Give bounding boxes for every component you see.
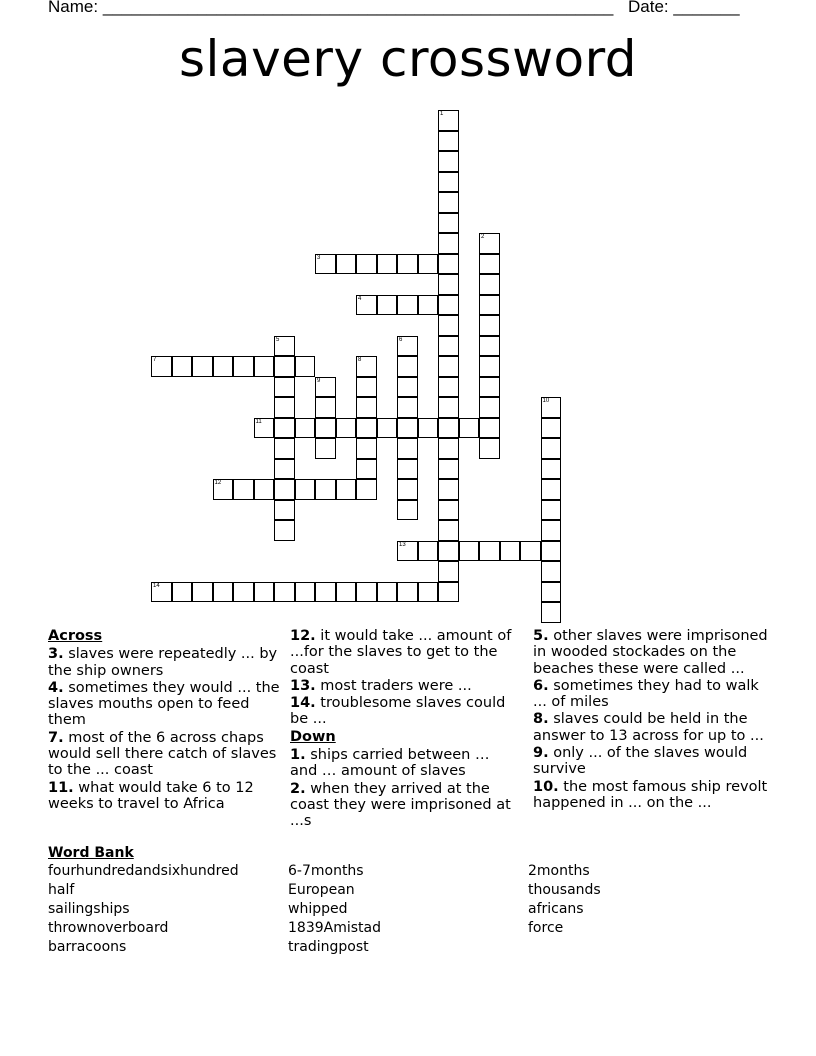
grid-cell[interactable]	[479, 397, 500, 418]
across-heading: Across	[48, 628, 103, 644]
clue-across-13: 13. most traders were ...	[290, 677, 472, 694]
grid-cell[interactable]	[274, 438, 295, 459]
grid-cell[interactable]	[438, 295, 459, 316]
grid-cell[interactable]	[438, 151, 459, 172]
word-bank-heading: Word Bank	[48, 845, 134, 861]
grid-cell[interactable]	[315, 397, 336, 418]
grid-cell[interactable]	[541, 459, 562, 480]
cell-number: 13	[399, 541, 406, 548]
grid-cell[interactable]	[151, 356, 172, 377]
grid-cell[interactable]	[541, 479, 562, 500]
cell-number: 8	[358, 357, 362, 363]
grid-cell[interactable]	[254, 582, 275, 603]
grid-cell[interactable]	[274, 377, 295, 398]
clues-column-3	[533, 628, 768, 812]
grid-cell[interactable]	[438, 172, 459, 193]
grid-cell[interactable]	[315, 479, 336, 500]
cell-number: 11	[255, 418, 262, 425]
grid-cell[interactable]	[479, 541, 500, 562]
clue-down-9: 9. only ... of the slaves would survive	[533, 745, 748, 778]
grid-cell[interactable]	[356, 377, 377, 398]
grid-cell[interactable]	[274, 418, 295, 439]
grid-cell[interactable]	[438, 438, 459, 459]
cell-number: 3	[317, 254, 321, 261]
grid-cell[interactable]	[254, 356, 275, 377]
grid-cell[interactable]	[541, 520, 562, 541]
grid-cell[interactable]	[397, 418, 418, 439]
grid-cell[interactable]	[438, 110, 459, 131]
grid-cell[interactable]	[274, 336, 295, 357]
grid-cell[interactable]	[438, 213, 459, 234]
grid-cell[interactable]	[274, 459, 295, 480]
grid-cell[interactable]	[356, 479, 377, 500]
grid-cell[interactable]	[397, 479, 418, 500]
clue-across-12: 12. it would take ... amount of ...for the slaves to get to the coast	[290, 628, 512, 677]
grid-cell[interactable]	[315, 438, 336, 459]
grid-cell[interactable]	[397, 356, 418, 377]
grid-cell[interactable]	[397, 459, 418, 480]
grid-cell[interactable]	[315, 377, 336, 398]
grid-cell[interactable]	[151, 582, 172, 603]
grid-cell[interactable]	[541, 397, 562, 418]
grid-cell[interactable]	[192, 356, 213, 377]
grid-cell[interactable]	[438, 254, 459, 275]
word-bank-item: European	[288, 882, 355, 898]
clue-across-7: 7. most of the 6 across chaps would sell there catch of slaves to the ... coast	[48, 729, 277, 779]
grid-cell[interactable]	[479, 233, 500, 254]
grid-cell[interactable]	[295, 582, 316, 603]
cell-number: 10	[542, 398, 550, 404]
grid-cell[interactable]	[479, 254, 500, 275]
grid-cell[interactable]	[356, 295, 377, 316]
clue-across-11: 11. what would take 6 to 12 weeks to travel to Africa	[48, 779, 254, 812]
grid-cell[interactable]	[479, 274, 500, 295]
cell-number: 7	[153, 357, 157, 363]
grid-cell[interactable]	[397, 397, 418, 418]
grid-cell[interactable]	[541, 438, 562, 459]
date-label: Date:	[628, 0, 669, 16]
cell-number: 5	[276, 336, 280, 343]
grid-cell[interactable]	[356, 254, 377, 275]
grid-cell[interactable]	[213, 356, 234, 377]
cell-number: 6	[399, 336, 403, 343]
grid-cell[interactable]	[459, 418, 480, 439]
grid-cell[interactable]	[295, 479, 316, 500]
grid-cell[interactable]	[479, 418, 500, 439]
clue-across-4: 4. sometimes they would ... the slaves mouths open to feed them	[48, 679, 280, 729]
grid-cell[interactable]	[315, 582, 336, 603]
clues-column-1	[48, 628, 280, 813]
grid-cell[interactable]	[438, 315, 459, 336]
grid-cell[interactable]	[397, 438, 418, 459]
grid-cell[interactable]	[438, 459, 459, 480]
grid-cell[interactable]	[356, 582, 377, 603]
clues-column-2	[290, 628, 516, 831]
clue-down-2: 2. when they arrived at the coast they were imprisoned at ...s	[290, 780, 511, 830]
grid-cell[interactable]	[336, 582, 357, 603]
grid-cell[interactable]	[377, 582, 398, 603]
grid-cell[interactable]	[274, 397, 295, 418]
cell-number: 4	[358, 295, 362, 302]
word-bank-item: thousands	[528, 882, 601, 898]
grid-cell[interactable]	[438, 561, 459, 582]
grid-cell[interactable]	[274, 520, 295, 541]
cell-number: 2	[481, 234, 485, 240]
grid-cell[interactable]	[479, 315, 500, 336]
grid-cell[interactable]	[479, 336, 500, 357]
grid-cell[interactable]	[274, 479, 295, 500]
grid-cell[interactable]	[377, 418, 398, 439]
grid-cell[interactable]	[479, 295, 500, 316]
word-bank-item: tradingpost	[288, 939, 369, 955]
grid-cell[interactable]	[356, 356, 377, 377]
page-title: slavery crossword	[178, 30, 637, 88]
grid-cell[interactable]	[397, 336, 418, 357]
clue-across-14: 14. troublesome slaves could be ...	[290, 695, 506, 728]
date-blank[interactable]: _______	[673, 0, 740, 16]
grid-cell[interactable]	[418, 418, 439, 439]
grid-cell[interactable]	[479, 356, 500, 377]
word-bank-item: 1839Amistad	[288, 920, 381, 936]
name-label: Name:	[48, 0, 99, 16]
grid-cell[interactable]	[438, 479, 459, 500]
clue-down-10: 10. the most famous ship revolt happened in ... on the ...	[533, 778, 768, 811]
grid-cell[interactable]	[336, 479, 357, 500]
grid-cell[interactable]	[541, 500, 562, 521]
grid-cell[interactable]	[438, 520, 459, 541]
grid-cell[interactable]	[438, 233, 459, 254]
grid-cell[interactable]	[356, 397, 377, 418]
grid-cell[interactable]	[418, 295, 439, 316]
grid-cell[interactable]	[274, 582, 295, 603]
grid-cell[interactable]	[397, 295, 418, 316]
grid-cell[interactable]	[397, 254, 418, 275]
clue-down-8: 8. slaves could be held in the answer to 13 across for up to ...	[533, 711, 764, 744]
grid-cell[interactable]	[172, 582, 193, 603]
grid-cell[interactable]	[500, 541, 521, 562]
word-bank-item: sailingships	[48, 901, 130, 917]
name-blank[interactable]: ______________________________________________________	[102, 0, 614, 16]
grid-cell[interactable]	[438, 356, 459, 377]
word-bank-item: fourhundredandsixhundred	[48, 863, 239, 879]
grid-cell[interactable]	[397, 541, 418, 562]
grid-cell[interactable]	[438, 131, 459, 152]
grid-cell[interactable]	[418, 254, 439, 275]
grid-cell[interactable]	[213, 479, 234, 500]
grid-cell[interactable]	[520, 541, 541, 562]
cell-number: 1	[440, 111, 444, 117]
grid-cell[interactable]	[418, 582, 439, 603]
grid-cell[interactable]	[233, 582, 254, 603]
grid-cell[interactable]	[336, 254, 357, 275]
grid-cell[interactable]	[438, 336, 459, 357]
grid-cell[interactable]	[541, 418, 562, 439]
clue-down-5: 5. other slaves were imprisoned in wooded stockades on the beaches these were called ...	[533, 628, 768, 677]
down-heading: Down	[290, 728, 336, 745]
cell-number: 9	[317, 377, 321, 384]
grid-cell[interactable]	[397, 500, 418, 521]
grid-cell[interactable]	[479, 438, 500, 459]
grid-cell[interactable]	[336, 418, 357, 439]
cell-number: 12	[214, 480, 222, 486]
grid-cell[interactable]	[377, 254, 398, 275]
grid-cell[interactable]	[172, 356, 193, 377]
clue-down-1: 1. ships carried between … and … amount of slaves	[290, 747, 490, 780]
grid-cell[interactable]	[438, 500, 459, 521]
grid-cell[interactable]	[356, 418, 377, 439]
clue-across-3: 3. slaves were repeatedly ... by the ship owners	[48, 646, 278, 679]
word-bank-item: barracoons	[48, 939, 127, 955]
grid-cell[interactable]	[254, 418, 275, 439]
grid-cell[interactable]	[192, 582, 213, 603]
word-bank-item: thrownoverboard	[48, 920, 169, 936]
word-bank-item: 2months	[528, 863, 590, 879]
grid-cell[interactable]	[438, 541, 459, 562]
word-bank-item: 6-7months	[288, 863, 364, 879]
cell-number: 14	[153, 582, 160, 589]
grid-cell[interactable]	[356, 459, 377, 480]
word-bank-item: africans	[528, 901, 584, 917]
grid-cell[interactable]	[315, 418, 336, 439]
grid-cell[interactable]	[541, 561, 562, 582]
grid-cell[interactable]	[459, 541, 480, 562]
grid-cell[interactable]	[213, 582, 234, 603]
grid-cell[interactable]	[295, 356, 316, 377]
grid-cell[interactable]	[356, 438, 377, 459]
grid-cell[interactable]	[438, 397, 459, 418]
grid-cell[interactable]	[233, 356, 254, 377]
grid-cell[interactable]	[254, 479, 275, 500]
grid-cell[interactable]	[377, 295, 398, 316]
word-bank-item: whipped	[288, 901, 348, 917]
grid-cell[interactable]	[274, 500, 295, 521]
grid-cell[interactable]	[233, 479, 254, 500]
grid-cell[interactable]	[274, 356, 295, 377]
grid-cell[interactable]	[397, 582, 418, 603]
grid-cell[interactable]	[438, 192, 459, 213]
word-bank-item: force	[528, 920, 564, 936]
clue-down-6: 6. sometimes they had to walk ... of miles	[533, 677, 759, 711]
grid-cell[interactable]	[438, 582, 459, 603]
word-bank-item: half	[48, 882, 75, 898]
grid-cell[interactable]	[438, 274, 459, 295]
grid-cell[interactable]	[438, 418, 459, 439]
grid-cell[interactable]	[479, 377, 500, 398]
grid-cell[interactable]	[541, 541, 562, 562]
grid-cell[interactable]	[418, 541, 439, 562]
grid-cell[interactable]	[541, 602, 562, 623]
grid-cell[interactable]	[438, 377, 459, 398]
grid-cell[interactable]	[315, 254, 336, 275]
grid-cell[interactable]	[541, 582, 562, 603]
grid-cell[interactable]	[397, 377, 418, 398]
grid-cell[interactable]	[295, 418, 316, 439]
